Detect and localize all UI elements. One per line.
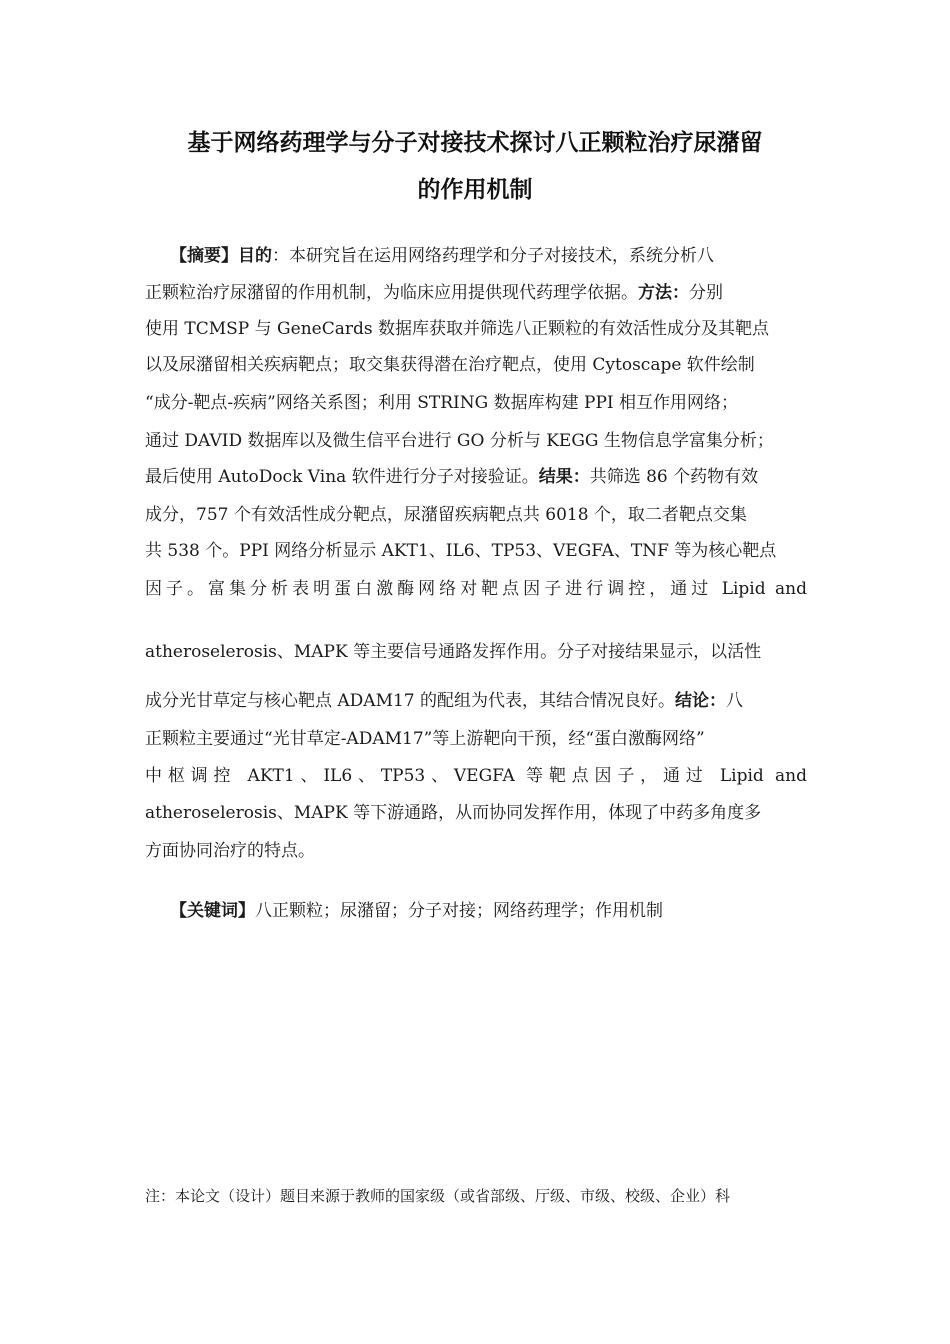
abstract-text: 因子。富集分析表明蛋白激酶网络对靶点因子进行调控，通过 Lipid and: [145, 579, 807, 599]
footnote: 注：本论文（设计）题目来源于教师的国家级（或省部级、厅级、市级、校级、企业）科: [145, 1187, 731, 1205]
abstract-text: 成分光甘草定与核心靶点 ADAM17 的配组为代表，其结合情况良好。: [145, 691, 676, 711]
abstract-line: [145, 280, 807, 306]
abstract-text: 正颗粒主要通过“光甘草定-ADAM17”等上游靶向干预，经“蛋白激酶网络”: [145, 729, 705, 749]
abstract-line: [145, 538, 807, 564]
abstract-line: [170, 243, 807, 269]
abstract-text: 使用 TCMSP 与 GeneCards 数据库获取并筛选八正颗粒的有效活性成分及其靶点: [145, 319, 769, 339]
abstract-text: 最后使用 AutoDock Vina 软件进行分子对接验证。: [145, 467, 539, 487]
abstract-text: 八: [726, 691, 744, 711]
abstract-line: [145, 316, 807, 342]
abstract-line: [145, 688, 807, 714]
abstract-line: [145, 838, 807, 864]
abstract-line: [145, 464, 807, 490]
abstract-heading: 方法：: [638, 283, 689, 303]
paper-title-line-2: 的作用机制: [417, 177, 533, 203]
abstract-line: [145, 800, 807, 826]
abstract-line: [145, 502, 807, 528]
abstract-text: atheroselerosis、MAPK 等主要信号通路发挥作用。分子对接结果显示，以活性: [145, 642, 762, 662]
abstract-line: [145, 352, 807, 378]
abstract-heading: 【摘要】: [170, 246, 238, 266]
abstract-text: 以及尿潴留相关疾病靶点；取交集获得潜在治疗靶点，使用 Cytoscape 软件绘制: [145, 355, 755, 375]
abstract-line: [145, 390, 807, 416]
abstract-line: [145, 763, 807, 789]
abstract-text: 方面协同治疗的特点。: [145, 841, 315, 861]
abstract-text: ：本研究旨在运用网络药理学和分子对接技术，系统分析八: [272, 246, 714, 266]
abstract-text: 中枢调控 AKT1、IL6、TP53、VEGFA 等靶点因子，通过 Lipid and: [145, 766, 807, 786]
abstract-line: [145, 428, 807, 454]
abstract-line: [145, 726, 807, 752]
abstract-line: [145, 576, 807, 602]
abstract-heading: 目的: [238, 246, 272, 266]
keywords-line: [170, 898, 807, 924]
abstract-text: 正颗粒治疗尿潴留的作用机制，为临床应用提供现代药理学依据。: [145, 283, 638, 303]
abstract-text: 共筛选 86 个药物有效: [589, 467, 759, 487]
abstract-heading: 结果：: [538, 467, 590, 487]
abstract-heading: 结论：: [675, 691, 727, 711]
abstract-text: 共 538 个。PPI 网络分析显示 AKT1、IL6、TP53、VEGFA、TNF 等为核心靶点: [145, 541, 777, 561]
abstract-text: 通过 DAVID 数据库以及微生信平台进行 GO 分析与 KEGG 生物信息学富集分析；: [145, 431, 774, 451]
abstract-line: [145, 639, 807, 665]
abstract-text: atheroselerosis、MAPK 等下游通路，从而协同发挥作用，体现了中药多角度多: [145, 803, 762, 823]
abstract-text: 成分，757 个有效活性成分靶点，尿潴留疾病靶点共 6018 个，取二者靶点交集: [145, 505, 747, 525]
keywords-label: 【关键词】: [170, 901, 255, 921]
paper-title-line-1: 基于网络药理学与分子对接技术探讨八正颗粒治疗尿潴留: [187, 130, 763, 156]
abstract-text: 分别: [689, 283, 723, 303]
keywords-text: 八正颗粒；尿潴留；分子对接；网络药理学；作用机制: [255, 901, 663, 921]
abstract-text: “成分-靶点-疾病”网络关系图；利用 STRING 数据库构建 PPI 相互作用网络；: [145, 393, 739, 413]
